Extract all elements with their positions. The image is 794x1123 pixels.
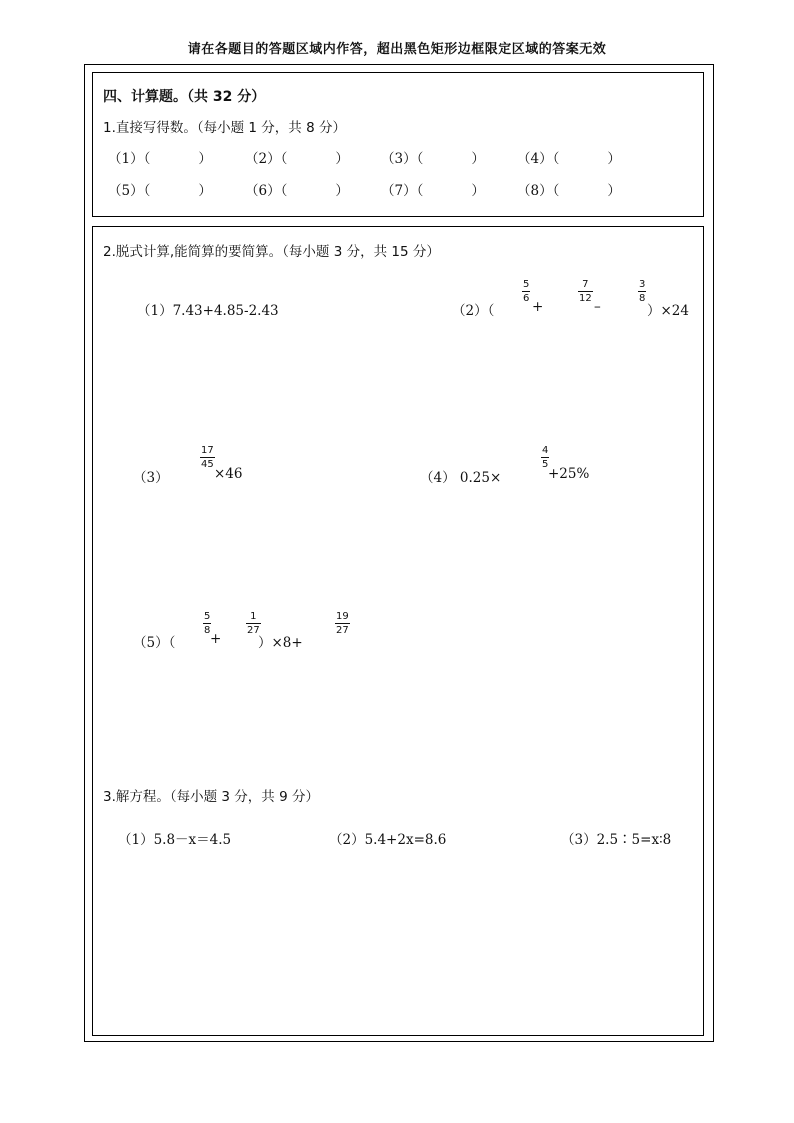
- q1-title: 1.直接写得数。（每小题 1 分，共 8 分）: [103, 120, 346, 136]
- fraction-5-6: 5 6: [523, 279, 530, 304]
- q1-answer-slot-8[interactable]: （8）（ ）: [517, 183, 621, 199]
- operator-minus: –: [594, 299, 601, 315]
- q3-equation-3: （3）2.5∶5=x∶8: [561, 832, 672, 848]
- q1-answer-slot-4[interactable]: （4）（ ）: [517, 151, 621, 167]
- section-title: 四、计算题。（共 32 分）: [103, 89, 266, 105]
- q3-equation-2: （2）5.4+2x=8.6: [329, 832, 447, 848]
- q1-answer-slot-6[interactable]: （6）（ ）: [245, 183, 349, 199]
- fraction-4-5: 4 5: [542, 445, 549, 470]
- q1-answer-slot-3[interactable]: （3）（ ）: [381, 151, 485, 167]
- q3-equation-1: （1）5.8－x＝4.5: [118, 832, 232, 848]
- fraction-19-27: 19 27: [336, 611, 349, 636]
- operator-plus: +: [532, 299, 544, 315]
- q2-problem-4-tail: +25%: [548, 466, 590, 482]
- q2-problem-5-label: （5）（: [133, 635, 176, 651]
- fraction-5-8: 5 8: [204, 611, 211, 636]
- q1-answer-slot-2[interactable]: （2）（ ）: [245, 151, 349, 167]
- fraction-17-45: 17 45: [201, 445, 214, 470]
- q2-title: 2.脱式计算,能简算的要简算。（每小题 3 分，共 15 分）: [103, 244, 440, 260]
- q2-problem-1: （1）7.43+4.85-2.43: [137, 303, 279, 319]
- q1-answer-slot-7[interactable]: （7）（ ）: [381, 183, 485, 199]
- fraction-3-8: 3 8: [639, 279, 646, 304]
- q2-problem-2-label: （2）（: [452, 303, 495, 319]
- q2-problem-3-label: （3）: [133, 470, 169, 486]
- answer-area-notice: 请在各题目的答题区域内作答，超出黑色矩形边框限定区域的答案无效: [187, 42, 607, 57]
- q2-problem-5-mid: ）×8+: [258, 635, 303, 651]
- q2-problem-2-tail: ）×24: [647, 303, 689, 319]
- fraction-7-12: 7 12: [579, 279, 592, 304]
- q2-problem-3-tail: ×46: [214, 466, 243, 482]
- operator-plus-2: +: [210, 631, 222, 647]
- q1-answer-slot-1[interactable]: （1）（ ）: [108, 151, 212, 167]
- q1-answer-slot-5[interactable]: （5）（ ）: [108, 183, 212, 199]
- section4-q2-q3-box: [92, 226, 704, 1036]
- q3-title: 3.解方程。（每小题 3 分，共 9 分）: [103, 789, 319, 805]
- fraction-1-27: 1 27: [247, 611, 260, 636]
- q2-problem-4-label: （4） 0.25×: [420, 470, 502, 486]
